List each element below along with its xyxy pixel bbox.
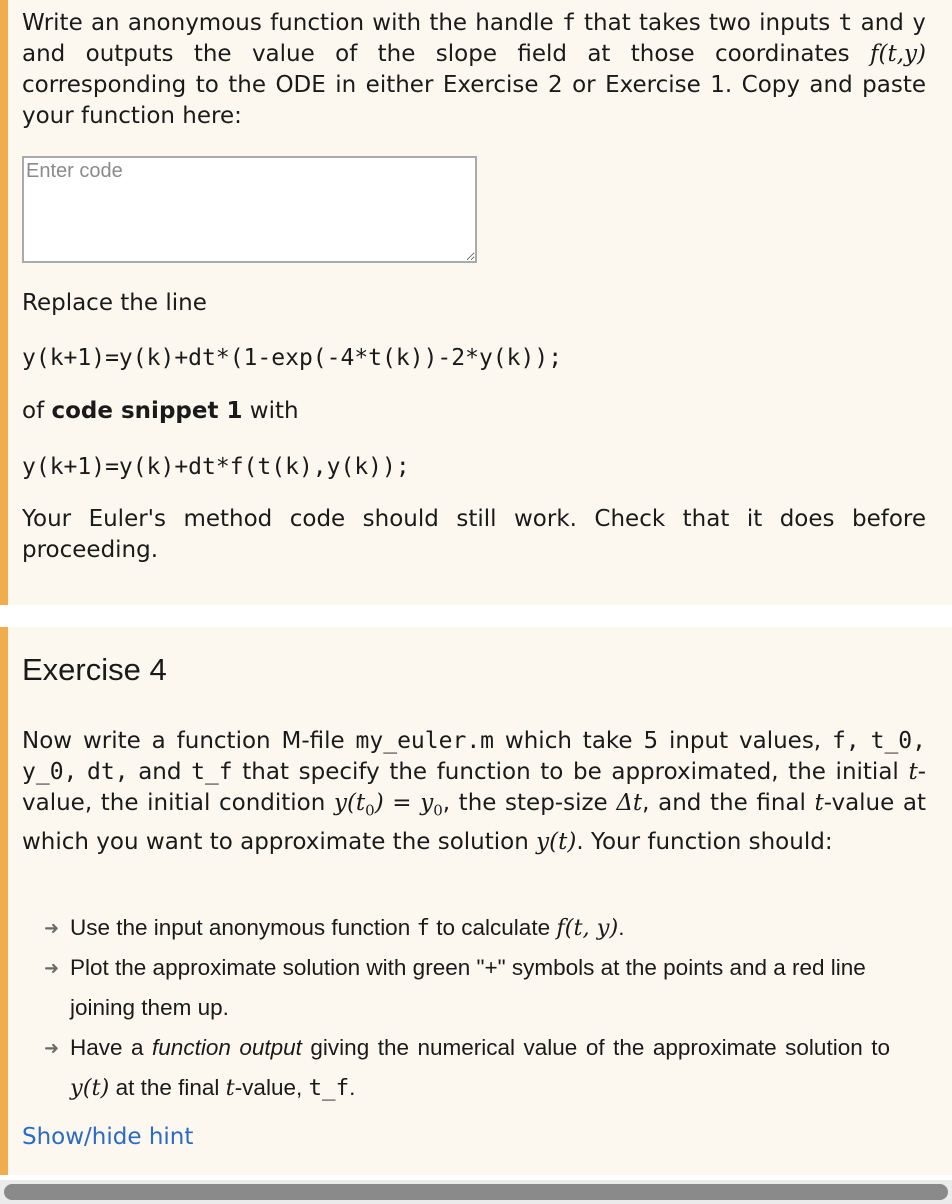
arrow-right-icon: ➜ xyxy=(44,1038,60,1058)
exercise-paragraph: Now write a function M-file my_euler.m which take 5 input values, f, t_0, y_0, dt, and t_f that specify the function to be approximated, the initial t-value, the initial condition $y(t_0) = y_0$, the step-size Δt, and the final t-value at which you want to approximate the solution y(t). Your function should: xyxy=(22,728,927,855)
list-item: ➜ Have a function output giving the numerical value of the approximate solution to y(t) at the final t-value, t_f. xyxy=(70,1028,890,1108)
code-line-replacement: y(k+1)=y(k)+dt*f(t(k),y(k)); xyxy=(22,454,410,480)
exercise-title: Exercise 4 xyxy=(22,652,167,687)
scrollbar-thumb[interactable] xyxy=(4,1184,948,1200)
arrow-right-icon: ➜ xyxy=(44,958,60,978)
show-hide-hint-link[interactable]: Show/hide hint xyxy=(22,1124,194,1150)
replace-line-label: Replace the line xyxy=(22,290,207,316)
code-snippet-bold: code snippet 1 xyxy=(51,398,243,424)
list-item: ➜ Use the input anonymous function f to calculate f(t, y). xyxy=(70,908,890,948)
list-item: ➜ Plot the approximate solution with green "+" symbols at the points and a red line joining them up. xyxy=(70,948,890,1028)
snippet-reference: of code snippet 1 with xyxy=(22,398,299,424)
code-line-original: y(k+1)=y(k)+dt*(1-exp(-4*t(k))-2*y(k)); xyxy=(22,345,563,371)
intro-paragraph: Write an anonymous function with the handle f that takes two inputs t and y and outputs the value of the slope field at those coordinates f(t,y) corresponding to the ODE in either Exercise 2 or Exercise 1. Copy and paste your function here: xyxy=(22,10,926,129)
arrow-right-icon: ➜ xyxy=(44,918,60,938)
horizontal-scrollbar[interactable] xyxy=(0,1180,952,1204)
code-input[interactable] xyxy=(22,156,477,263)
check-paragraph: Your Euler's method code should still work. Check that it does before proceeding. xyxy=(22,506,926,563)
